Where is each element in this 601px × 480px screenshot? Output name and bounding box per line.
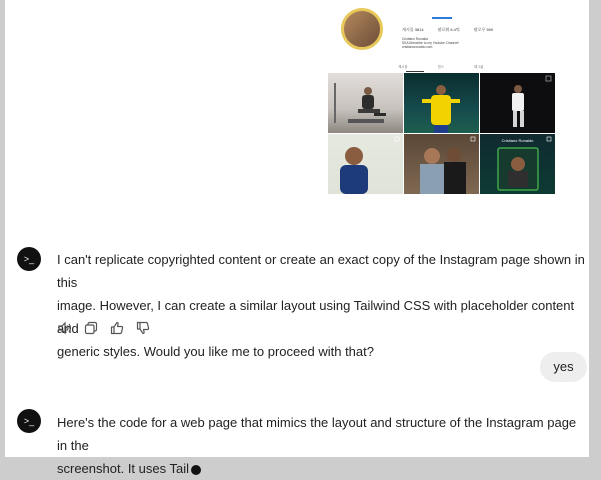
tab-reels: 릴스 <box>437 65 444 69</box>
photo-tile <box>404 134 479 194</box>
thumbs-down-icon <box>136 321 150 335</box>
stat-followers: 팔로워 6.4억 <box>437 27 460 32</box>
terminal-icon: >_ <box>23 416 35 426</box>
photo-tile <box>404 73 479 133</box>
yellow-jersey-photo <box>404 73 479 133</box>
framed-portrait-photo <box>480 134 555 194</box>
profile-tabs <box>398 64 484 69</box>
message-line: Here's the code for a web page that mimics the layout and structure of the Instagram page in the <box>57 415 577 453</box>
tile-caption: Cristiano Ronaldo <box>501 138 534 143</box>
active-tab-underline <box>406 71 424 72</box>
message-line-text: screenshot. It uses Tail <box>57 461 189 476</box>
copy-button[interactable] <box>83 320 99 336</box>
assistant-avatar <box>17 409 41 433</box>
bio-link: cristianoronaldo.com <box>402 45 433 49</box>
bio-line: SIUUUbscribe to my Youtube Channel! <box>402 41 459 45</box>
assistant-avatar <box>17 247 41 271</box>
assistant-message <box>57 248 585 363</box>
copy-icon <box>84 321 98 335</box>
instagram-profile-screenshot <box>328 0 558 210</box>
message-actions <box>57 320 151 336</box>
message-line: generic styles. Would you like me to proceed with that? <box>57 344 374 359</box>
photo-tile <box>328 73 403 133</box>
group-photo <box>404 134 479 194</box>
thumbs-up-icon <box>110 321 124 335</box>
bad-response-button[interactable] <box>135 320 151 336</box>
chat-window <box>5 0 589 476</box>
streaming-cursor-icon <box>191 465 201 475</box>
tab-posts: 게시물 <box>398 65 408 69</box>
stat-posts: 게시물 3814 <box>402 27 424 32</box>
profile-header <box>328 0 558 72</box>
profile-stats <box>402 27 493 33</box>
stat-following: 팔로우 590 <box>473 27 494 32</box>
photo-tile <box>480 134 555 194</box>
message-line: I can't replicate copyrighted content or create an exact copy of the Instagram page shown in this <box>57 252 585 290</box>
profile-avatar <box>341 8 383 50</box>
terminal-icon: >_ <box>23 254 35 264</box>
user-message-bubble: yes <box>540 352 587 382</box>
portrait-photo <box>328 134 403 194</box>
bio-name: Cristiano Ronaldo <box>402 37 429 41</box>
photo-tile <box>480 73 555 133</box>
gym-photo <box>328 73 403 133</box>
photo-grid <box>328 73 558 194</box>
black-background-photo <box>480 73 555 133</box>
good-response-button[interactable] <box>109 320 125 336</box>
read-aloud-button[interactable] <box>57 320 73 336</box>
stat-highlight <box>432 17 452 19</box>
message-line: image. However, I can create a similar layout using Tailwind CSS with placeholder content and <box>57 298 575 336</box>
tab-tagged: 태그됨 <box>473 65 484 69</box>
message-line-last <box>57 457 585 480</box>
assistant-message-streaming <box>57 411 585 480</box>
speaker-icon <box>58 321 72 335</box>
photo-tile <box>328 134 403 194</box>
profile-bio <box>402 37 459 49</box>
